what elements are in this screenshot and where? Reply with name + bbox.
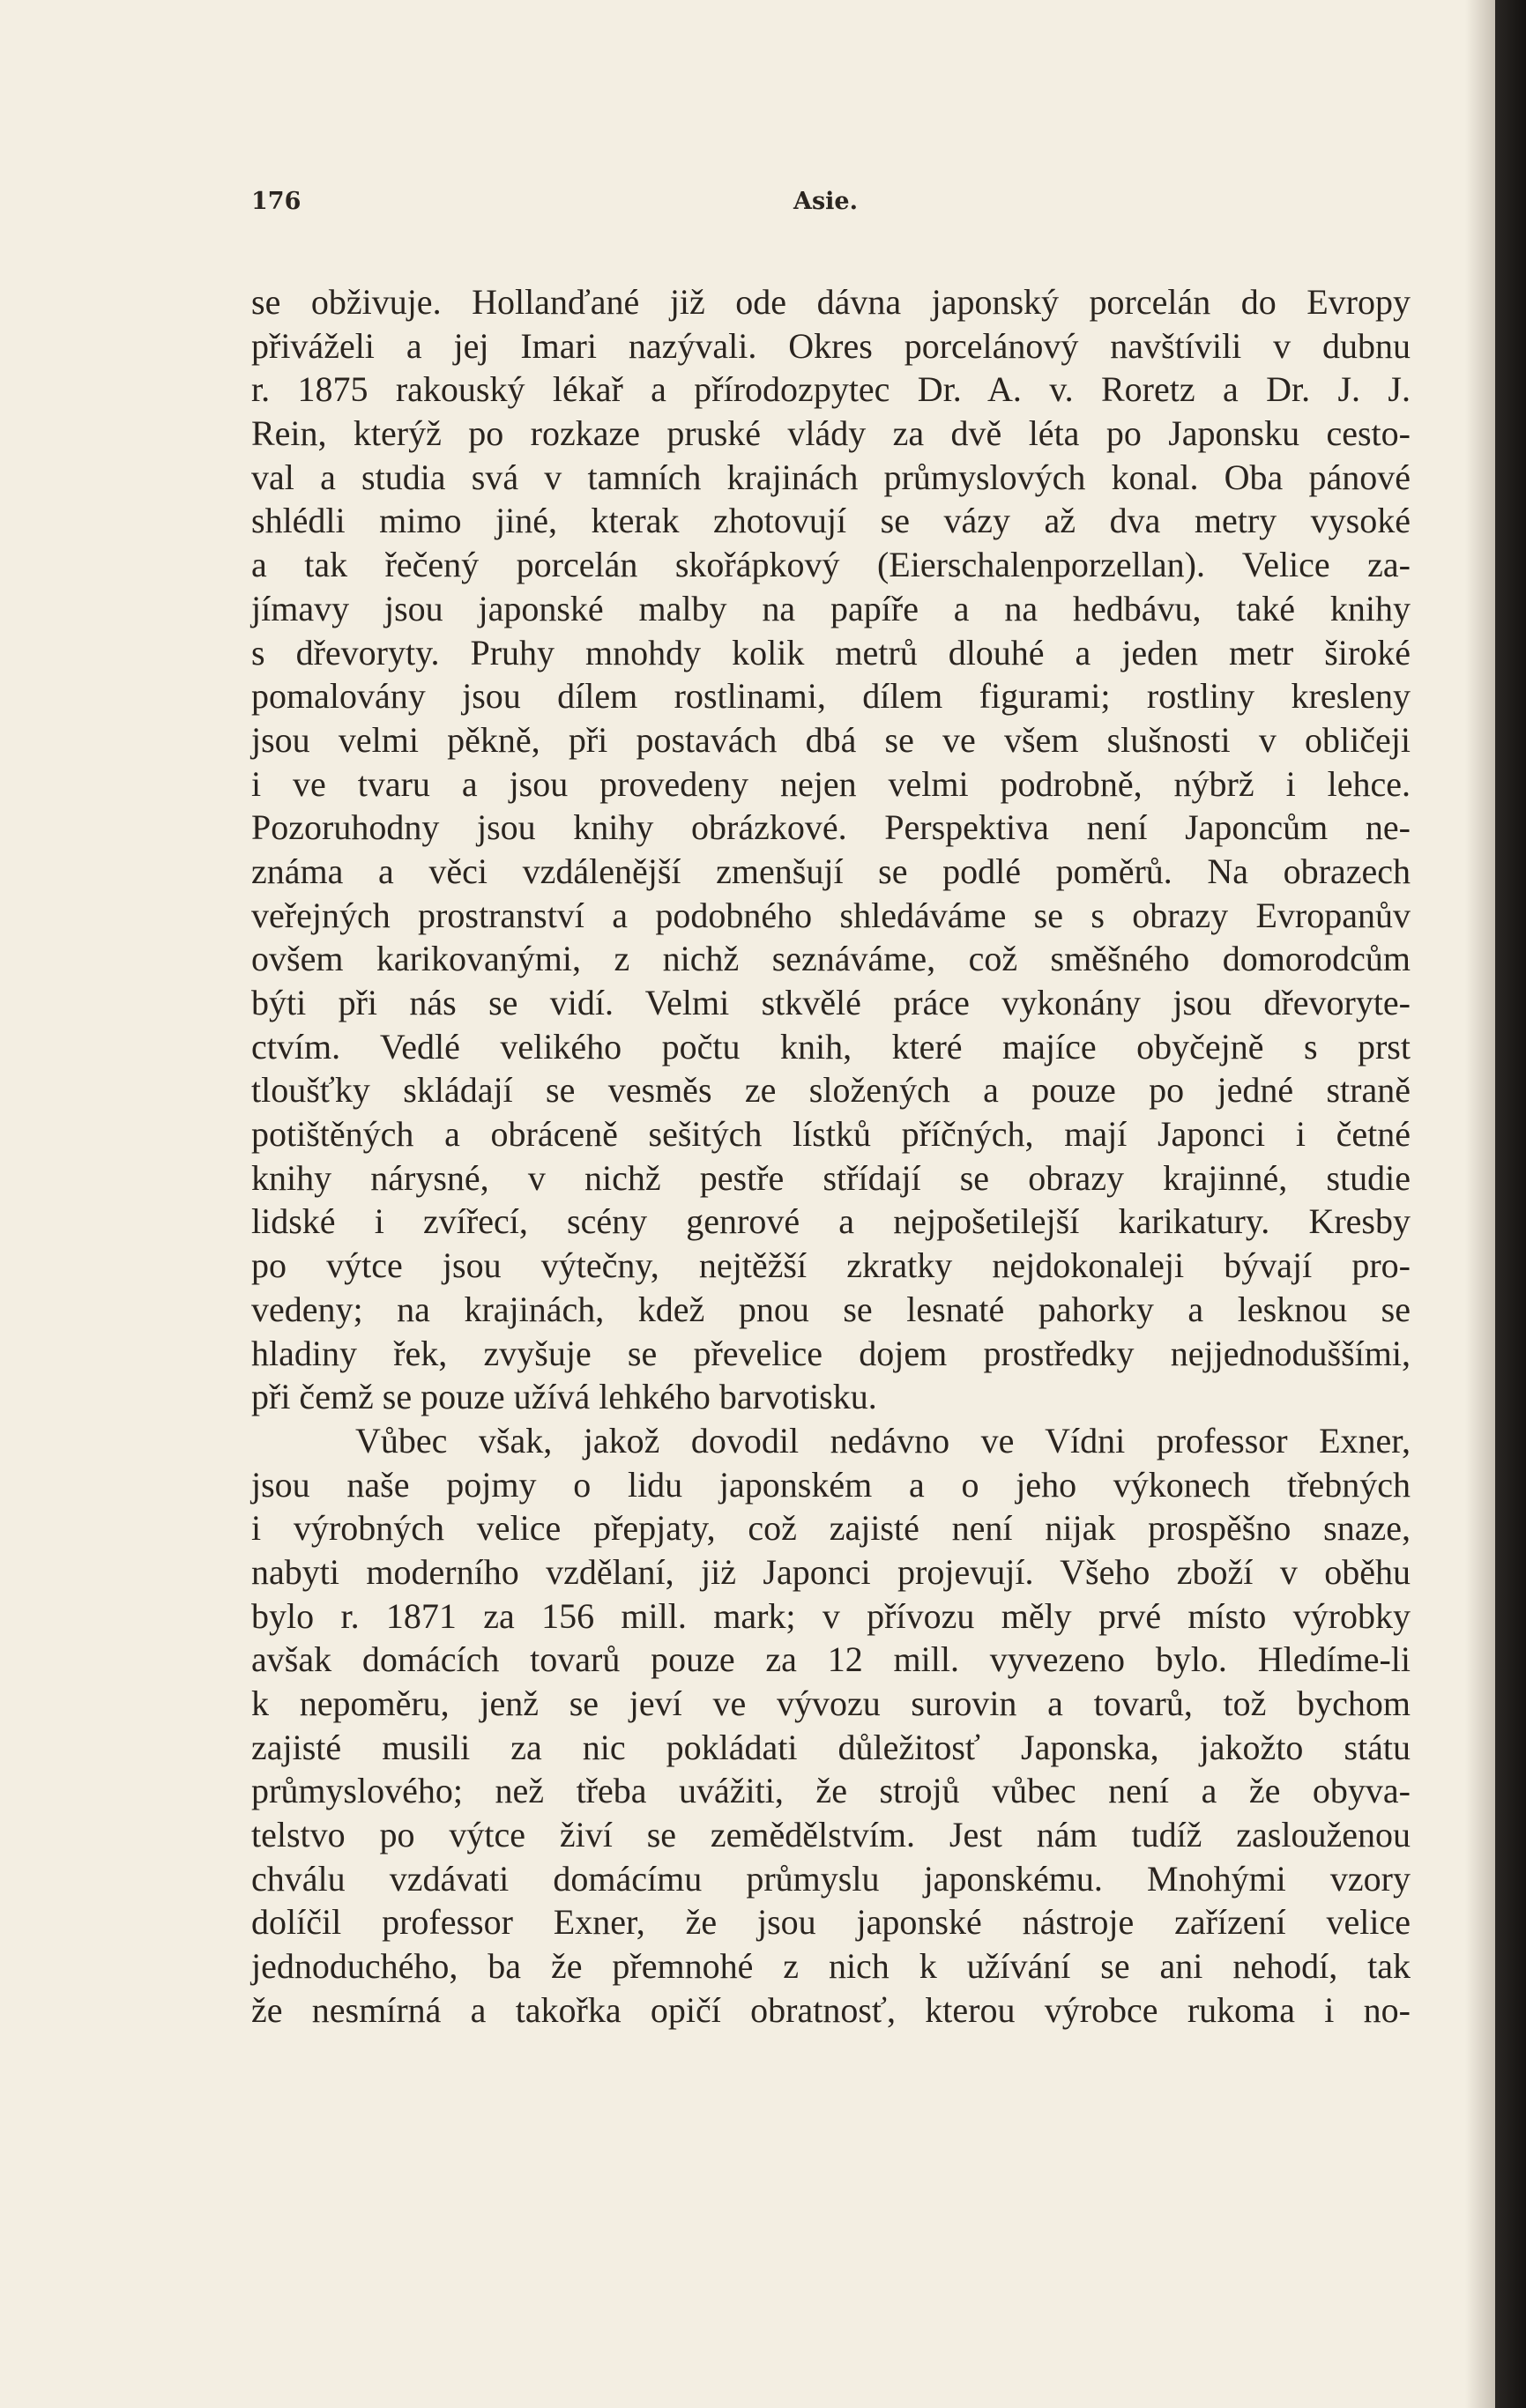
text-line: ovšem karikovanými, z nichž seznáváme, což směšného domorodcům [251,939,1411,979]
text-line: s dřevoryty. Pruhy mnohdy kolik metrů dlouhé a jeden metr široké [251,632,1411,673]
text-line: bylo r. 1871 za 156 mill. mark; v přívozu měly prvé místo výrobky [251,1595,1411,1636]
text-line: jsou naše pojmy o lidu japonském a o jeho výkonech třebných [251,1464,1411,1505]
text-line: jednoduchého, ba že přemnohé z nich k užívání se ani nehodí, tak [251,1946,1411,1987]
text-line: že nesmírná a takořka opičí obratnosť, kterou výrobce rukoma i no- [251,1989,1411,2030]
text-line: a tak řečený porcelán skořápkový (Eierschalenporzellan). Velice za- [251,545,1411,585]
text-line: hladiny řek, zvyšuje se převelice dojem prostředky nejjednoduššími, [251,1333,1411,1373]
text-line: ctvím. Vedlé velikého počtu knih, které majíce obyčejně s prst [251,1026,1411,1067]
text-line: při čemž se pouze užívá lehkého barvotisku. [251,1377,877,1417]
text-line: jímavy jsou japonské malby na papíře a na hedbávu, také knihy [251,588,1411,628]
text-line: býti při nás se vidí. Velmi stkvělé práce vykonány jsou dřevoryte- [251,983,1411,1022]
text-line: vedeny; na krajinách, kdež pnou se lesnaté pahorky a lesknou se [251,1289,1411,1329]
text-line: veřejných prostranství a podobného shledáváme se s obrazy Evropanův [251,895,1411,935]
text-line: i výrobných velice přepjaty, což zajisté není nijak prospěšno snaze, [251,1508,1411,1549]
text-line: tloušťky skládají se vesměs ze složených a pouze po jedné straně [251,1070,1411,1111]
page-number: 176 [251,188,301,215]
running-head [251,188,1415,223]
scan-border [1495,0,1526,2408]
text-line: nabyti moderního vzdělaní, jiż Japonci projevují. Všeho zboží v oběhu [251,1551,1411,1592]
section-title: Asie. [793,188,858,215]
text-line: chválu vzdávati domácímu průmyslu japonskému. Mnohými vzory [251,1858,1411,1899]
text-line: Pozoruhodny jsou knihy obrázkové. Perspektiva není Japoncům ne- [251,807,1411,848]
text-line: val a studia svá v tamních krajinách průmyslových konal. Oba pánové [251,457,1411,497]
text-line: shlédli mimo jiné, kterak zhotovují se vázy až dva metry vysoké [251,501,1411,541]
page-edge-shadow [1465,0,1495,2408]
text-line: známa a věci vzdálenější zmenšují se podlé poměrů. Na obrazech [251,851,1411,891]
text-line: průmyslového; než třeba uvážiti, že strojů vůbec není a že obyva- [251,1771,1411,1811]
text-line: k nepoměru, jenž se jeví ve vývozu surovin a tovarů, tož bychom [251,1683,1411,1723]
text-line: přiváželi a jej Imari nazývali. Okres porcelánový navštívili v dubnu [251,325,1411,366]
text-line: telstvo po výtce živí se zemědělstvím. Jest nám tudíž zaslouženou [251,1815,1411,1855]
text-line: dolíčil professor Exner, že jsou japonské nástroje zařízení velice [251,1902,1411,1943]
text-line: pomalovány jsou dílem rostlinami, dílem figurami; rostliny kresleny [251,676,1411,717]
body-text [251,280,1411,2033]
text-line: Vůbec však, jakož dovodil nedávno ve Vídni professor Exner, [355,1420,1411,1460]
text-line: po výtce jsou výtečny, nejtěžší zkratky nejdokonaleji bývají pro- [251,1245,1411,1286]
text-line: i ve tvaru a jsou provedeny nejen velmi podrobně, nýbrž i lehce. [251,763,1411,804]
text-line: se obživuje. Hollanďané již ode dávna japonský porcelán do Evropy [251,282,1411,322]
text-line: knihy nárysné, v nichž pestře střídají se obrazy krajinné, studie [251,1157,1411,1198]
text-line: zajisté musili za nic pokládati důležitosť Japonska, jakožto státu [251,1727,1411,1767]
text-line: r. 1875 rakouský lékař a přírodozpytec Dr. A. v. Roretz a Dr. J. J. [251,369,1411,410]
text-line: Rein, kterýž po rozkaze pruské vlády za dvě léta po Japonsku cesto- [251,413,1411,454]
text-line: potištěných a obráceně sešitých lístků příčných, mají Japonci i četné [251,1114,1411,1155]
text-line: avšak domácích tovarů pouze za 12 mill. vyvezeno bylo. Hledíme-li [251,1639,1411,1680]
text-line: lidské i zvířecí, scény genrové a nejpošetilejší karikatury. Kresby [251,1201,1411,1242]
text-line: jsou velmi pěkně, při postavách dbá se ve všem slušnosti v obličeji [251,719,1411,760]
